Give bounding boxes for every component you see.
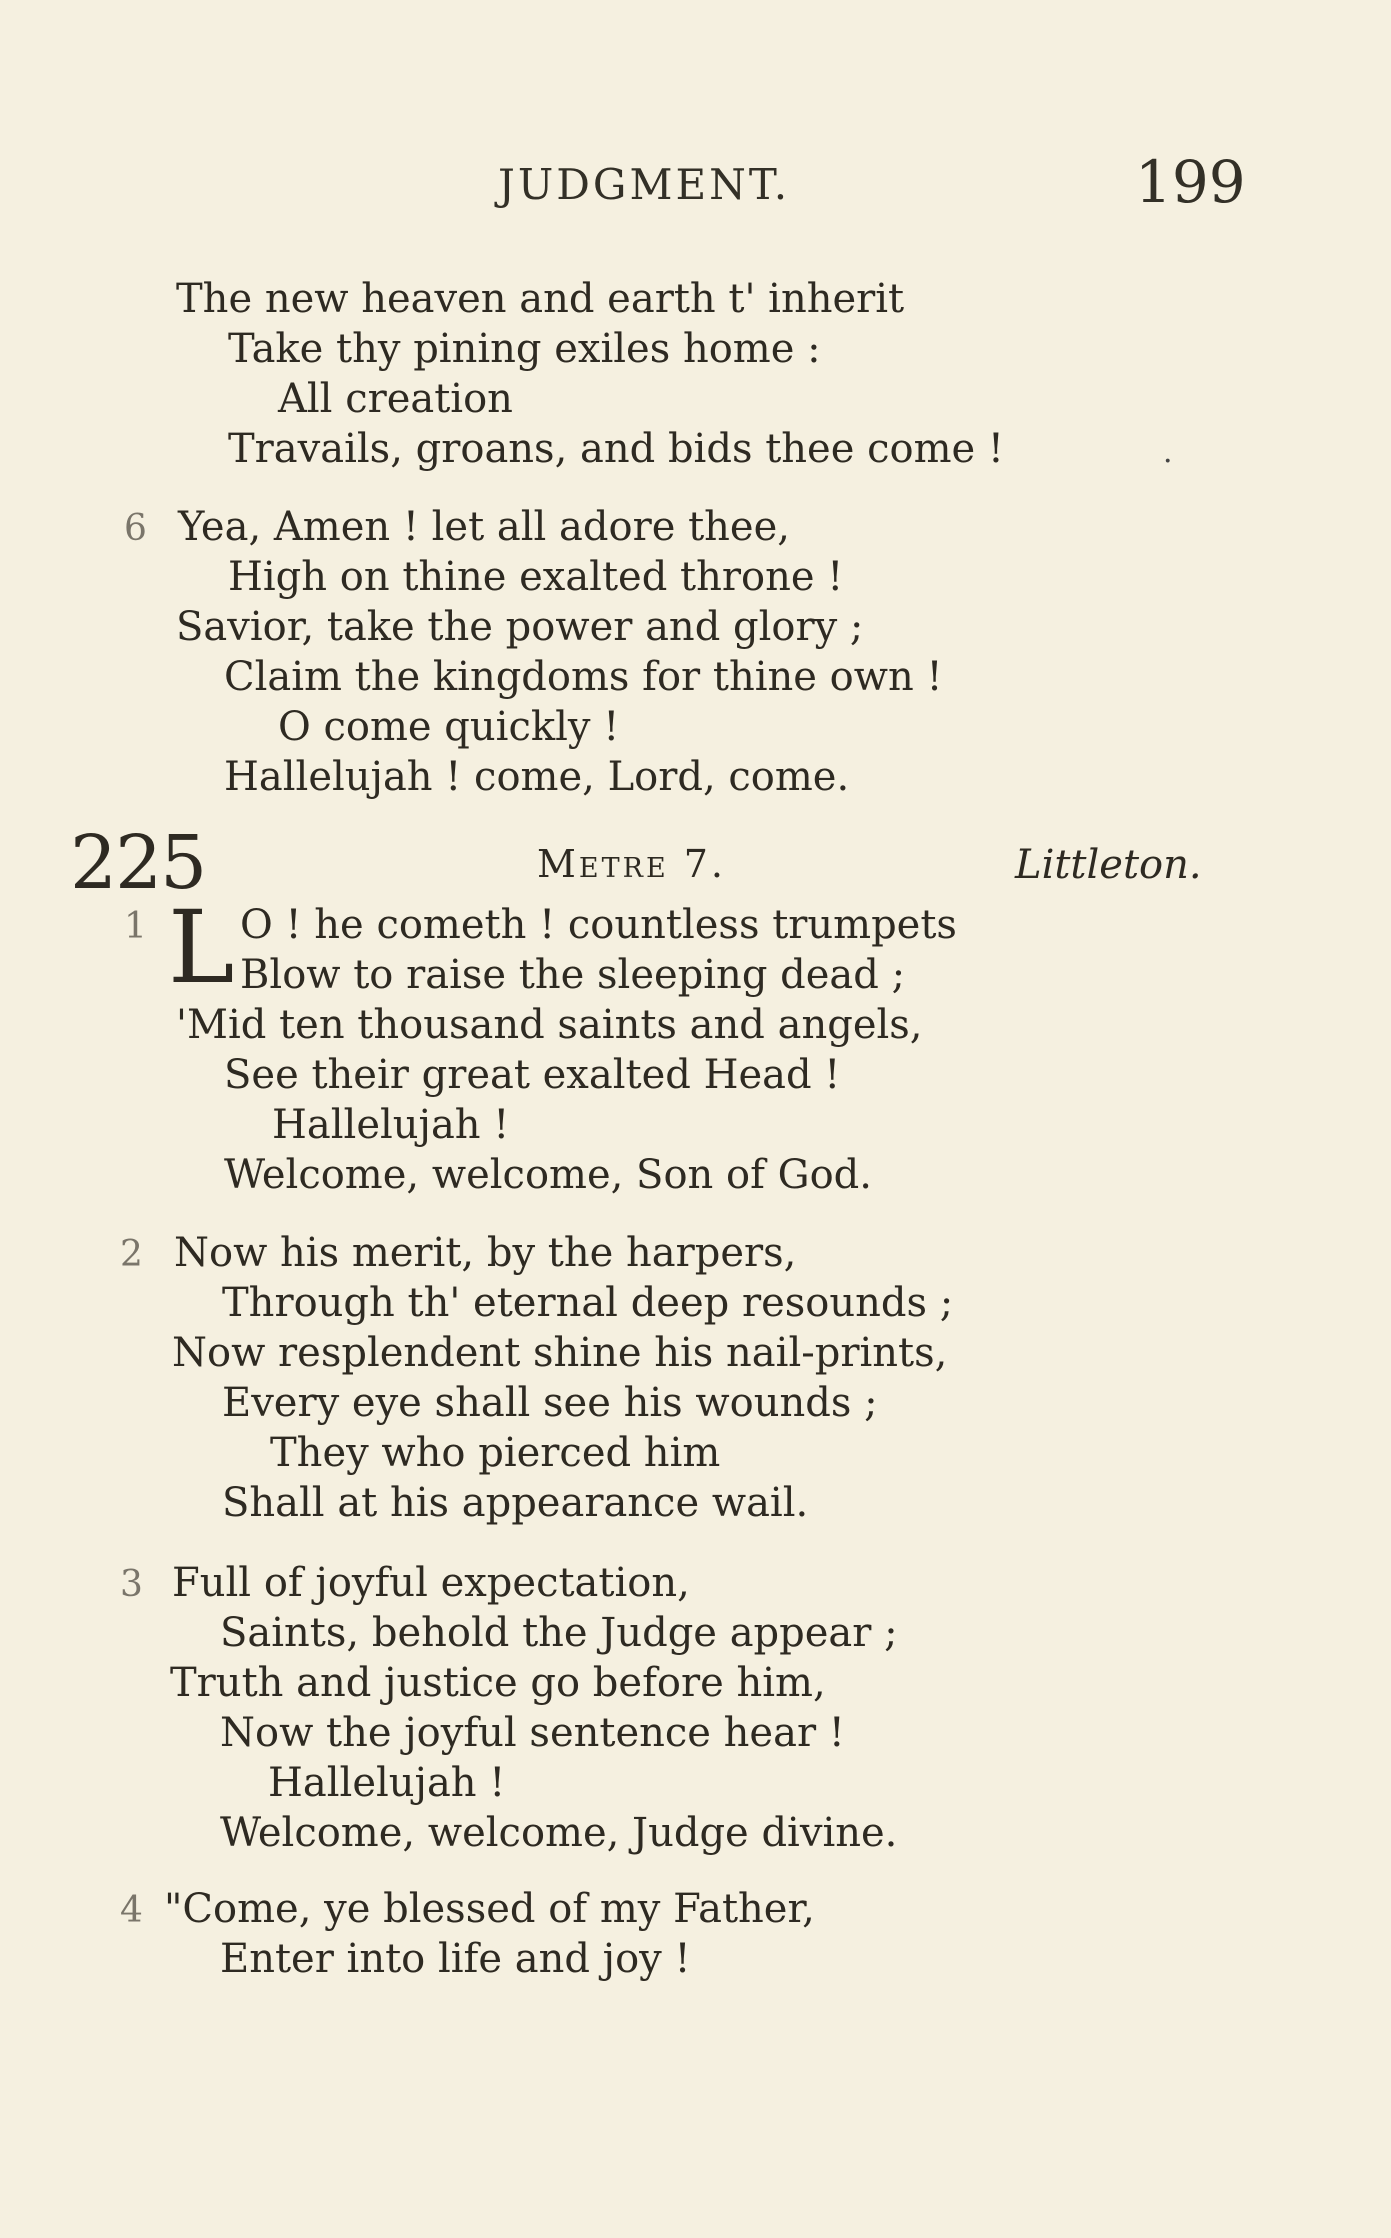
verse-line: See their great exalted Head ! <box>224 1052 841 1098</box>
verse-line: 'Mid ten thousand saints and angels, <box>176 1002 923 1048</box>
verse-line: Hallelujah ! <box>268 1760 506 1806</box>
stanza-number: 1 <box>124 906 147 947</box>
verse-line: High on thine exalted throne ! <box>228 554 844 600</box>
verse-line: Welcome, welcome, Son of God. <box>224 1152 872 1198</box>
verse-line: Take thy pining exiles home : <box>228 326 821 372</box>
stanza-number: 2 <box>120 1234 143 1275</box>
stanza-number: 4 <box>120 1890 143 1931</box>
drop-cap: L <box>168 889 235 1006</box>
verse-line: "Come, ye blessed of my Father, <box>164 1886 815 1932</box>
verse-line: Saints, behold the Judge appear ; <box>220 1610 898 1656</box>
verse-line: They who pierced him <box>270 1430 721 1476</box>
metre-label: Metre 7. <box>537 842 727 886</box>
verse-line: Hallelujah ! come, Lord, come. <box>224 754 850 800</box>
verse-line: Travails, groans, and bids thee come ! <box>228 426 1004 472</box>
page-number: 199 <box>1135 148 1246 216</box>
verse-line: The new heaven and earth t' inherit <box>176 276 905 322</box>
verse-line: Full of joyful expectation, <box>172 1560 690 1606</box>
verse-line: Hallelujah ! <box>272 1102 510 1148</box>
hymn-number: 225 <box>70 820 206 906</box>
verse-line: Welcome, welcome, Judge divine. <box>220 1810 898 1856</box>
verse-line: Claim the kingdoms for thine own ! <box>224 654 943 700</box>
tune-name: Littleton. <box>1015 842 1202 888</box>
verse-line: Truth and justice go before him, <box>170 1660 826 1706</box>
verse-line: Through th' eternal deep resounds ; <box>222 1280 954 1326</box>
stanza-number: 3 <box>120 1564 143 1605</box>
verse-line: O ! he cometh ! countless trumpets <box>240 902 957 948</box>
verse-line: O come quickly ! <box>278 704 620 750</box>
verse-line: Every eye shall see his wounds ; <box>222 1380 878 1426</box>
verse-line: Now resplendent shine his nail-prints, <box>172 1330 948 1376</box>
verse-line: Enter into life and joy ! <box>220 1936 691 1982</box>
stanza-number: 6 <box>124 508 147 549</box>
stray-mark: · <box>1163 444 1173 479</box>
verse-line: Shall at his appearance wail. <box>222 1480 809 1526</box>
verse-line: Now the joyful sentence hear ! <box>220 1710 845 1756</box>
verse-line: Savior, take the power and glory ; <box>176 604 864 650</box>
verse-line: Blow to raise the sleeping dead ; <box>240 952 906 998</box>
verse-line: All creation <box>278 376 513 422</box>
verse-line: Now his merit, by the harpers, <box>174 1230 797 1276</box>
verse-line: Yea, Amen ! let all adore thee, <box>178 504 790 550</box>
running-header-title: JUDGMENT. <box>498 160 791 209</box>
